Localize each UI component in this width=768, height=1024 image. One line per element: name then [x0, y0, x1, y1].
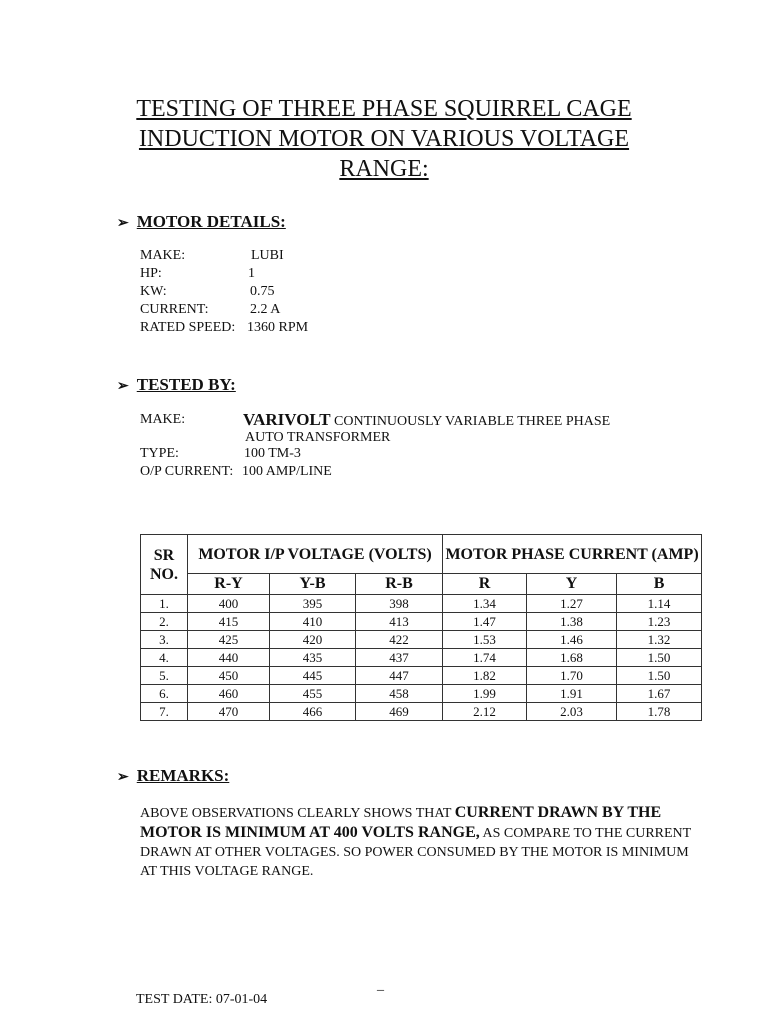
b-current-cell: 1.67	[617, 685, 702, 703]
tested-op-value: 100 AMP/LINE	[242, 464, 332, 479]
arrow-bullet-icon: ➢	[117, 770, 129, 785]
col-header-ry: R-Y	[188, 574, 270, 595]
results-table	[140, 534, 702, 721]
b-current-cell: 1.50	[617, 649, 702, 667]
voltage-group-header: MOTOR I/P VOLTAGE (VOLTS)	[188, 535, 443, 574]
tested-make-desc-2: AUTO TRANSFORMER	[245, 430, 391, 445]
rb-cell: 437	[356, 649, 443, 667]
b-current-cell: 1.50	[617, 667, 702, 685]
sr-no-header: SR NO.	[141, 535, 188, 595]
rb-cell: 447	[356, 667, 443, 685]
title-line-3: RANGE:	[339, 156, 429, 182]
title-line-1: TESTING OF THREE PHASE SQUIRREL CAGE	[136, 96, 632, 122]
motor-speed-label: RATED SPEED:	[140, 320, 236, 335]
tested-op-label: O/P CURRENT:	[140, 464, 234, 479]
y-current-cell: 2.03	[527, 703, 617, 721]
ry-cell: 415	[188, 613, 270, 631]
r-current-cell: 1.53	[443, 631, 527, 649]
yb-cell: 410	[270, 613, 356, 631]
sr-cell: 2.	[141, 613, 188, 631]
table-row	[141, 685, 702, 703]
rb-cell: 398	[356, 595, 443, 613]
r-current-cell: 1.47	[443, 613, 527, 631]
remarks-text-1: ABOVE OBSERVATIONS CLEARLY SHOWS THAT	[140, 806, 455, 821]
arrow-bullet-icon: ➢	[117, 216, 129, 231]
ry-cell: 470	[188, 703, 270, 721]
col-header-yb: Y-B	[270, 574, 356, 595]
tested-make-brand: VARIVOLT	[243, 410, 331, 429]
yb-cell: 435	[270, 649, 356, 667]
ry-cell: 450	[188, 667, 270, 685]
test-date: TEST DATE: 07-01-04	[136, 992, 268, 1007]
arrow-bullet-icon: ➢	[117, 379, 129, 394]
b-current-cell: 1.78	[617, 703, 702, 721]
sr-cell: 5.	[141, 667, 188, 685]
table-row	[141, 667, 702, 685]
col-header-y: Y	[527, 574, 617, 595]
title-line-2: INDUCTION MOTOR ON VARIOUS VOLTAGE	[138, 126, 630, 152]
tested-type-value: 100 TM-3	[244, 446, 301, 461]
tested-type-label: TYPE:	[140, 446, 179, 461]
y-current-cell: 1.46	[527, 631, 617, 649]
motor-current-value: 2.2 A	[250, 302, 281, 317]
motor-speed-value: 1360 RPM	[247, 320, 309, 335]
yb-cell: 455	[270, 685, 356, 703]
r-current-cell: 1.82	[443, 667, 527, 685]
remarks-paragraph	[140, 803, 700, 881]
ry-cell: 460	[188, 685, 270, 703]
footer-dash: _	[377, 978, 384, 993]
current-group-header: MOTOR PHASE CURRENT (AMP)	[443, 535, 702, 574]
b-current-cell: 1.14	[617, 595, 702, 613]
motor-make-label: MAKE:	[140, 248, 186, 263]
motor-hp-label: HP:	[140, 266, 162, 281]
document-title	[90, 94, 678, 184]
table-row	[141, 703, 702, 721]
sr-cell: 7.	[141, 703, 188, 721]
remarks-bold-text: CURRENT DRAWN BY THE MOTOR IS MINIMUM AT 400 VOLTS RANGE,	[140, 804, 662, 841]
y-current-cell: 1.70	[527, 667, 617, 685]
table-row	[141, 649, 702, 667]
b-current-cell: 1.32	[617, 631, 702, 649]
motor-kw-label: KW:	[140, 284, 167, 299]
sr-cell: 3.	[141, 631, 188, 649]
motor-hp-value: 1	[248, 266, 255, 281]
rb-cell: 469	[356, 703, 443, 721]
col-header-b: B	[617, 574, 702, 595]
remarks-heading: ➢ REMARKS:	[117, 766, 230, 785]
tested-make-desc-1: CONTINUOUSLY VARIABLE THREE PHASE	[334, 414, 611, 429]
y-current-cell: 1.38	[527, 613, 617, 631]
r-current-cell: 2.12	[443, 703, 527, 721]
y-current-cell: 1.91	[527, 685, 617, 703]
tested-make-value	[243, 410, 610, 430]
y-current-cell: 1.27	[527, 595, 617, 613]
ry-cell: 400	[188, 595, 270, 613]
remarks-text-2: AS COMPARE TO THE CURRENT DRAWN AT OTHER VOLTAGES. SO POWER CONSUMED BY THE MOTOR IS MINIMUM AT THIS VOLTAGE RANGE.	[140, 826, 691, 879]
ry-cell: 440	[188, 649, 270, 667]
table-row	[141, 631, 702, 649]
tested-make-label: MAKE:	[140, 412, 186, 427]
motor-kw-value: 0.75	[250, 284, 275, 299]
y-current-cell: 1.68	[527, 649, 617, 667]
motor-current-label: CURRENT:	[140, 302, 209, 317]
ry-cell: 425	[188, 631, 270, 649]
tested-by-heading: ➢ TESTED BY:	[117, 375, 236, 394]
rb-cell: 458	[356, 685, 443, 703]
sr-cell: 1.	[141, 595, 188, 613]
yb-cell: 466	[270, 703, 356, 721]
yb-cell: 395	[270, 595, 356, 613]
motor-details-heading: ➢ MOTOR DETAILS:	[117, 212, 286, 231]
table-row	[141, 613, 702, 631]
motor-make-value: LUBI	[251, 248, 284, 263]
r-current-cell: 1.74	[443, 649, 527, 667]
yb-cell: 445	[270, 667, 356, 685]
yb-cell: 420	[270, 631, 356, 649]
rb-cell: 413	[356, 613, 443, 631]
r-current-cell: 1.34	[443, 595, 527, 613]
col-header-r: R	[443, 574, 527, 595]
r-current-cell: 1.99	[443, 685, 527, 703]
table-row	[141, 595, 702, 613]
b-current-cell: 1.23	[617, 613, 702, 631]
sr-cell: 6.	[141, 685, 188, 703]
sr-cell: 4.	[141, 649, 188, 667]
rb-cell: 422	[356, 631, 443, 649]
col-header-rb: R-B	[356, 574, 443, 595]
